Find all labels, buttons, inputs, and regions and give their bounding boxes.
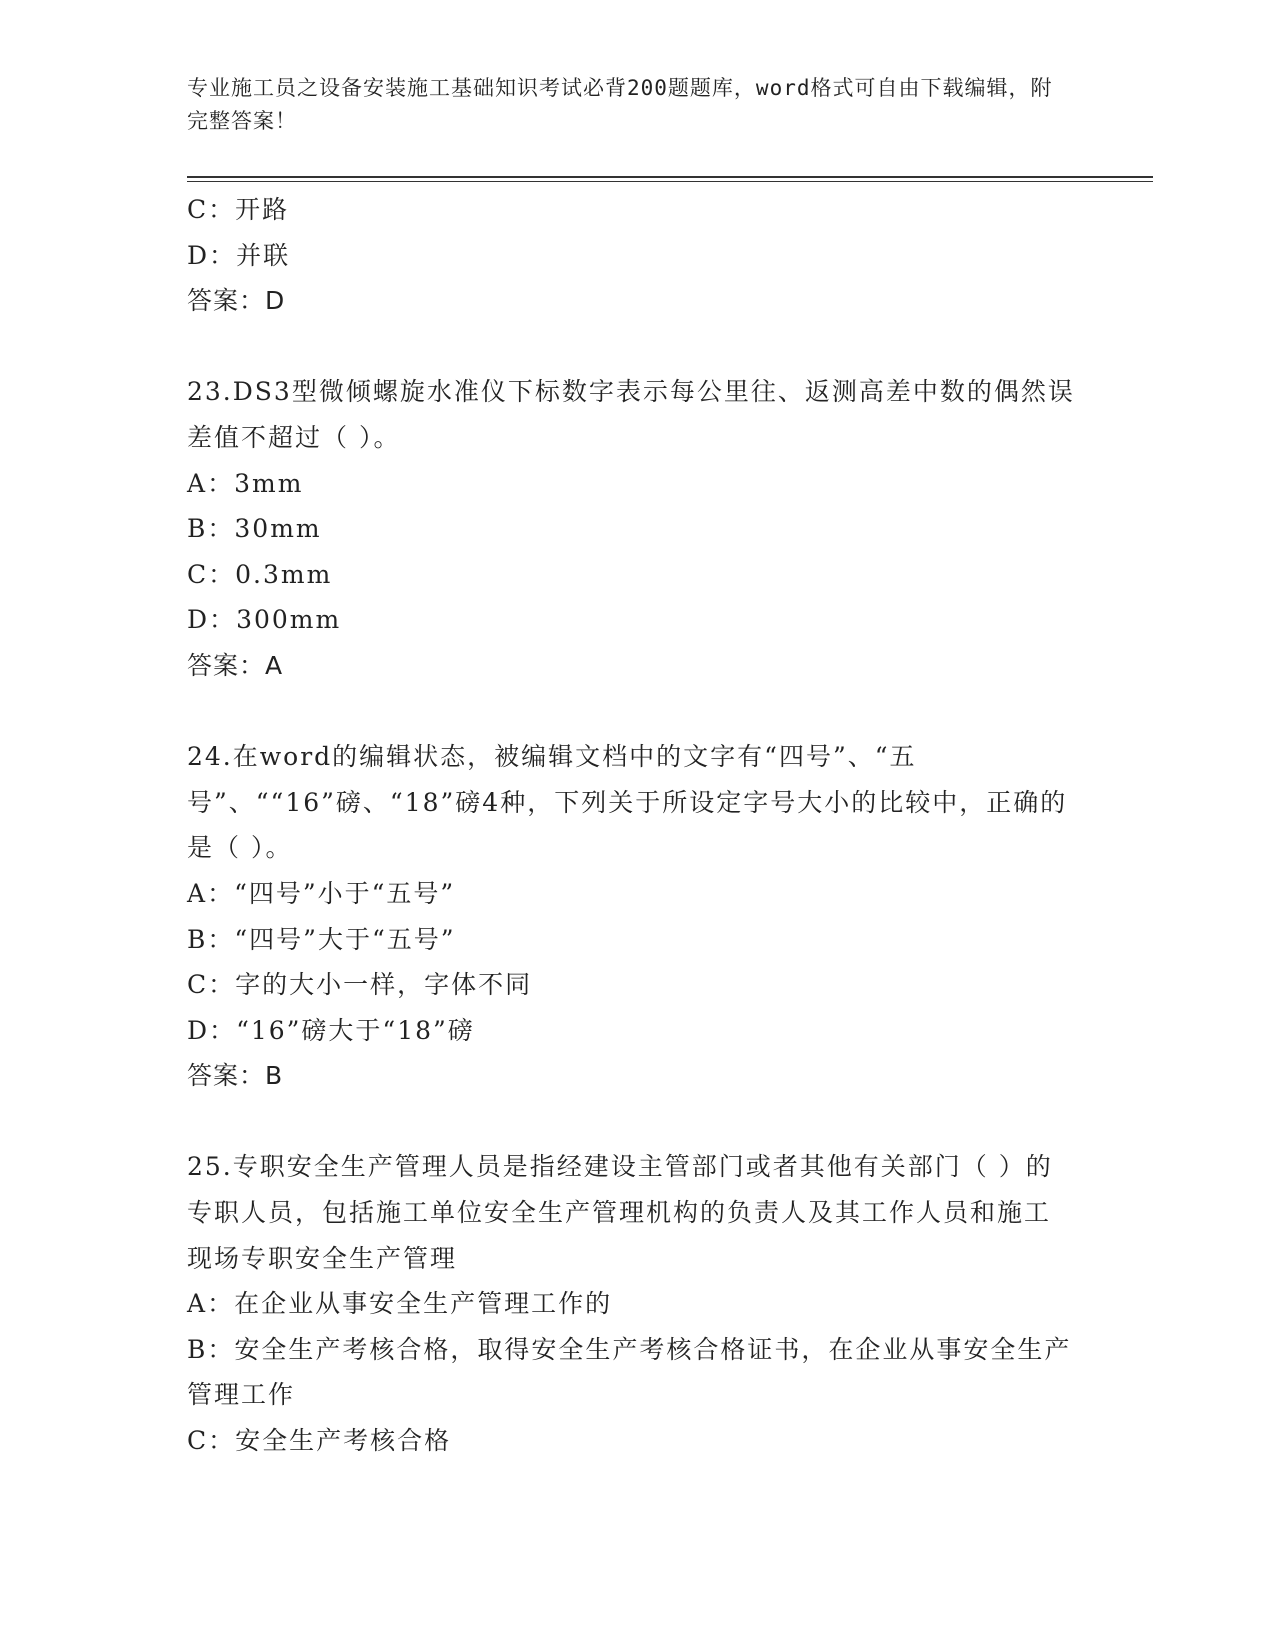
- option-text: 300mm: [236, 605, 342, 635]
- option-separator: ：: [208, 559, 236, 589]
- spacer: [187, 689, 1077, 735]
- option-separator: ：: [207, 1334, 235, 1364]
- option-label: C: [187, 559, 209, 589]
- option-label: C: [187, 970, 209, 1000]
- option-separator: ：: [208, 195, 236, 224]
- option-text: “四号”小于“五号”: [234, 878, 456, 908]
- option-separator: ：: [207, 878, 235, 908]
- option-separator: ：: [208, 970, 236, 1000]
- document-header-title: 专业施工员之设备安装施工基础知识考试必背200题题库，word格式可自由下载编辑，附完整答案！: [187, 76, 1053, 133]
- document-body: [187, 187, 1077, 1464]
- answer-line: 答案：B: [187, 1061, 284, 1091]
- question-stem: 23.DS3型微倾螺旋水准仪下标数字表示每公里往、返测高差中数的偶然误差值不超过（ ）。: [187, 377, 1075, 452]
- option-line: [187, 461, 1077, 507]
- option-label: A: [187, 1289, 208, 1319]
- option-separator: ：: [207, 924, 235, 954]
- option-text: 0.3mm: [235, 559, 333, 589]
- option-text: 开路: [235, 195, 290, 224]
- option-label: A: [187, 878, 208, 908]
- option-text: 安全生产考核合格: [235, 1426, 452, 1456]
- option-text: 安全生产考核合格，取得安全生产考核合格证书，在企业从事安全生产管理工作: [187, 1334, 1072, 1410]
- option-label: A: [187, 468, 208, 498]
- answer-line: 答案：D: [187, 286, 286, 316]
- option-text: “四号”大于“五号”: [234, 924, 456, 954]
- option-line: [187, 1327, 1077, 1418]
- option-text: 3mm: [234, 468, 304, 498]
- option-separator: ：: [207, 514, 235, 544]
- option-line: [187, 552, 1077, 598]
- option-text: 30mm: [234, 514, 322, 544]
- answer-line: 答案：A: [187, 650, 284, 680]
- option-line: [187, 917, 1077, 963]
- option-separator: ：: [209, 1015, 237, 1045]
- option-label: D: [187, 1015, 210, 1045]
- option-text: 在企业从事安全生产管理工作的: [234, 1289, 613, 1319]
- option-separator: ：: [209, 240, 237, 270]
- option-label: C: [187, 1426, 209, 1456]
- option-label: B: [187, 1334, 208, 1364]
- option-text: 字的大小一样，字体不同: [235, 970, 533, 1000]
- option-label: B: [187, 514, 208, 544]
- option-label: B: [187, 924, 208, 954]
- spacer: [187, 1099, 1077, 1145]
- spacer: [187, 324, 1077, 370]
- header-divider-thin: [187, 181, 1153, 182]
- option-line: [187, 1008, 1077, 1054]
- option-line: [187, 597, 1077, 643]
- option-separator: ：: [209, 605, 237, 635]
- question-stem: 25.专职安全生产管理人员是指经建设主管部门或者其他有关部门（ ）的专职人员，包括施工单位安全生产管理机构的负责人及其工作人员和施工现场专职安全生产管理: [187, 1152, 1053, 1273]
- option-line: [187, 1281, 1077, 1327]
- option-label: D: [187, 240, 210, 270]
- option-line: [187, 233, 1077, 279]
- option-separator: ：: [208, 1426, 236, 1456]
- option-separator: ：: [207, 1289, 235, 1319]
- option-line: [187, 506, 1077, 552]
- option-text: “16”磅大于“18”磅: [236, 1015, 475, 1045]
- option-label: D: [187, 605, 210, 635]
- option-line: [187, 187, 1077, 233]
- header-divider-thick: [187, 176, 1153, 178]
- option-line: [187, 871, 1077, 917]
- option-line: [187, 1418, 1077, 1464]
- option-text: 并联: [236, 240, 291, 270]
- option-separator: ：: [207, 468, 235, 498]
- question-stem: 24.在word的编辑状态，被编辑文档中的文字有“四号”、“五号”、““16”磅、“18”磅4种，下列关于所设定字号大小的比较中，正确的是（ ）。: [187, 742, 1068, 863]
- option-label: C: [187, 195, 209, 224]
- option-line: [187, 962, 1077, 1008]
